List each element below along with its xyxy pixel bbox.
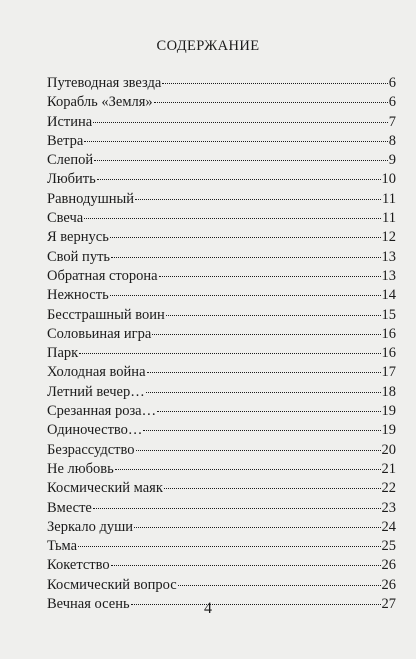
toc-entry [47, 537, 396, 556]
dot-leader [79, 353, 380, 354]
page-title: СОДЕРЖАНИЕ [156, 38, 260, 54]
dot-leader [147, 372, 381, 373]
toc-entry-title: Холодная война [47, 364, 146, 381]
toc-entry-title: Ветра [47, 132, 84, 149]
dot-leader [143, 430, 380, 431]
toc-entry-title: Равнодушный [47, 190, 134, 207]
toc-entry-title: Не любовь [47, 460, 114, 477]
toc-entry [47, 151, 396, 170]
toc-entry-page: 7 [388, 113, 396, 130]
toc-entry-page: 21 [381, 460, 396, 477]
toc-entry-page: 9 [388, 152, 396, 169]
toc-entry-title: Тьма [47, 538, 78, 555]
toc-entry [47, 383, 396, 402]
toc-entry [47, 479, 396, 498]
toc-entry-title: Безрассудство [47, 441, 135, 458]
toc-entry [47, 93, 396, 112]
toc-entry-title: Свой путь [47, 248, 111, 265]
toc-entry-title: Зеркало души [47, 518, 134, 535]
toc-entry-title: Путеводная звезда [47, 75, 162, 91]
toc-entry-title: Нежность [47, 287, 109, 304]
toc-entry-title: Бесстрашный воин [47, 306, 165, 323]
toc-entry-page: 18 [381, 383, 396, 400]
toc-entry-title: Одиночество… [47, 422, 143, 439]
toc-entry [47, 306, 396, 325]
toc-entry [47, 556, 396, 575]
toc-entry [47, 248, 396, 267]
toc-entry [47, 74, 396, 93]
dot-leader [93, 508, 381, 509]
toc-entry [47, 460, 396, 479]
toc-entry-title: Корабль «Земля» [47, 94, 153, 111]
toc-entry-page: 20 [381, 441, 396, 458]
toc-entry-page: 26 [381, 557, 396, 574]
toc-entry [47, 441, 396, 460]
dot-leader [97, 179, 381, 180]
toc-entry-page: 6 [388, 94, 396, 111]
toc-entry-title: Обратная сторона [47, 267, 158, 284]
toc-entry-page: 24 [381, 518, 396, 535]
toc-entry [47, 286, 396, 305]
toc-entry-page: 23 [381, 499, 396, 516]
toc-entry-page: 25 [381, 538, 396, 555]
toc-entry [47, 132, 396, 151]
dot-leader [164, 488, 381, 489]
dot-leader [146, 392, 381, 393]
toc-entry-page: 16 [381, 325, 396, 342]
toc-entry [47, 113, 396, 132]
dot-leader [111, 565, 381, 566]
toc-entry-title: Срезанная роза… [47, 403, 157, 420]
toc-entry-page: 13 [381, 248, 396, 265]
table-of-contents [47, 74, 396, 614]
toc-entry-page: 27 [381, 596, 396, 613]
dot-leader [159, 276, 381, 277]
toc-entry [47, 576, 396, 595]
toc-entry-page: 26 [381, 576, 396, 593]
toc-entry [47, 402, 396, 421]
dot-leader [94, 160, 388, 161]
toc-entry-page: 22 [381, 480, 396, 497]
dot-leader [84, 218, 381, 219]
dot-leader [166, 315, 381, 316]
toc-entry [47, 170, 396, 189]
toc-entry [47, 228, 396, 247]
toc-entry-page: 17 [381, 364, 396, 381]
dot-leader [135, 199, 381, 200]
toc-entry-title: Вместе [47, 499, 92, 516]
toc-entry-title: Вечная осень [47, 596, 130, 613]
toc-entry-title: Любить [47, 171, 96, 188]
toc-entry [47, 267, 396, 286]
toc-entry-title: Кокетство [47, 557, 110, 574]
dot-leader [157, 411, 380, 412]
toc-entry [47, 421, 396, 440]
toc-entry-title: Космический маяк [47, 480, 163, 497]
toc-entry [47, 499, 396, 518]
toc-entry-title: Свеча [47, 210, 84, 227]
dot-leader [110, 237, 381, 238]
toc-entry-page: 10 [381, 171, 396, 188]
toc-entry-page: 8 [388, 132, 396, 149]
toc-entry-page: 19 [381, 422, 396, 439]
toc-entry [47, 363, 396, 382]
toc-entry-title: Истина [47, 113, 93, 130]
toc-entry-page: 19 [381, 403, 396, 420]
dot-leader [162, 83, 387, 84]
toc-entry [47, 325, 396, 344]
dot-leader [78, 546, 380, 547]
toc-entry-page: 11 [382, 210, 396, 227]
dot-leader [152, 334, 380, 335]
dot-leader [84, 141, 387, 142]
toc-entry-page: 14 [381, 287, 396, 304]
toc-entry-page: 13 [381, 267, 396, 284]
dot-leader [178, 585, 381, 586]
toc-entry [47, 190, 396, 209]
toc-entry-page: 16 [381, 345, 396, 362]
dot-leader [134, 527, 380, 528]
dot-leader [136, 450, 381, 451]
dot-leader [110, 295, 381, 296]
page-number: 4 [204, 600, 212, 617]
toc-entry-page: 12 [381, 229, 396, 246]
toc-entry-page: 6 [388, 75, 396, 91]
toc-entry-title: Летний вечер… [47, 383, 145, 400]
toc-entry-title: Соловьиная игра [47, 325, 152, 342]
toc-entry [47, 209, 396, 228]
toc-entry [47, 518, 396, 537]
dot-leader [115, 469, 381, 470]
toc-entry-title: Я вернусь [47, 229, 109, 246]
toc-entry-page: 15 [381, 306, 396, 323]
dot-leader [93, 122, 388, 123]
toc-entry-title: Слепой [47, 152, 94, 169]
dot-leader [111, 257, 380, 258]
toc-entry-title: Парк [47, 345, 79, 362]
toc-entry-title: Космический вопрос [47, 576, 177, 593]
toc-entry-page: 11 [382, 190, 396, 207]
toc-entry [47, 344, 396, 363]
dot-leader [154, 102, 388, 103]
